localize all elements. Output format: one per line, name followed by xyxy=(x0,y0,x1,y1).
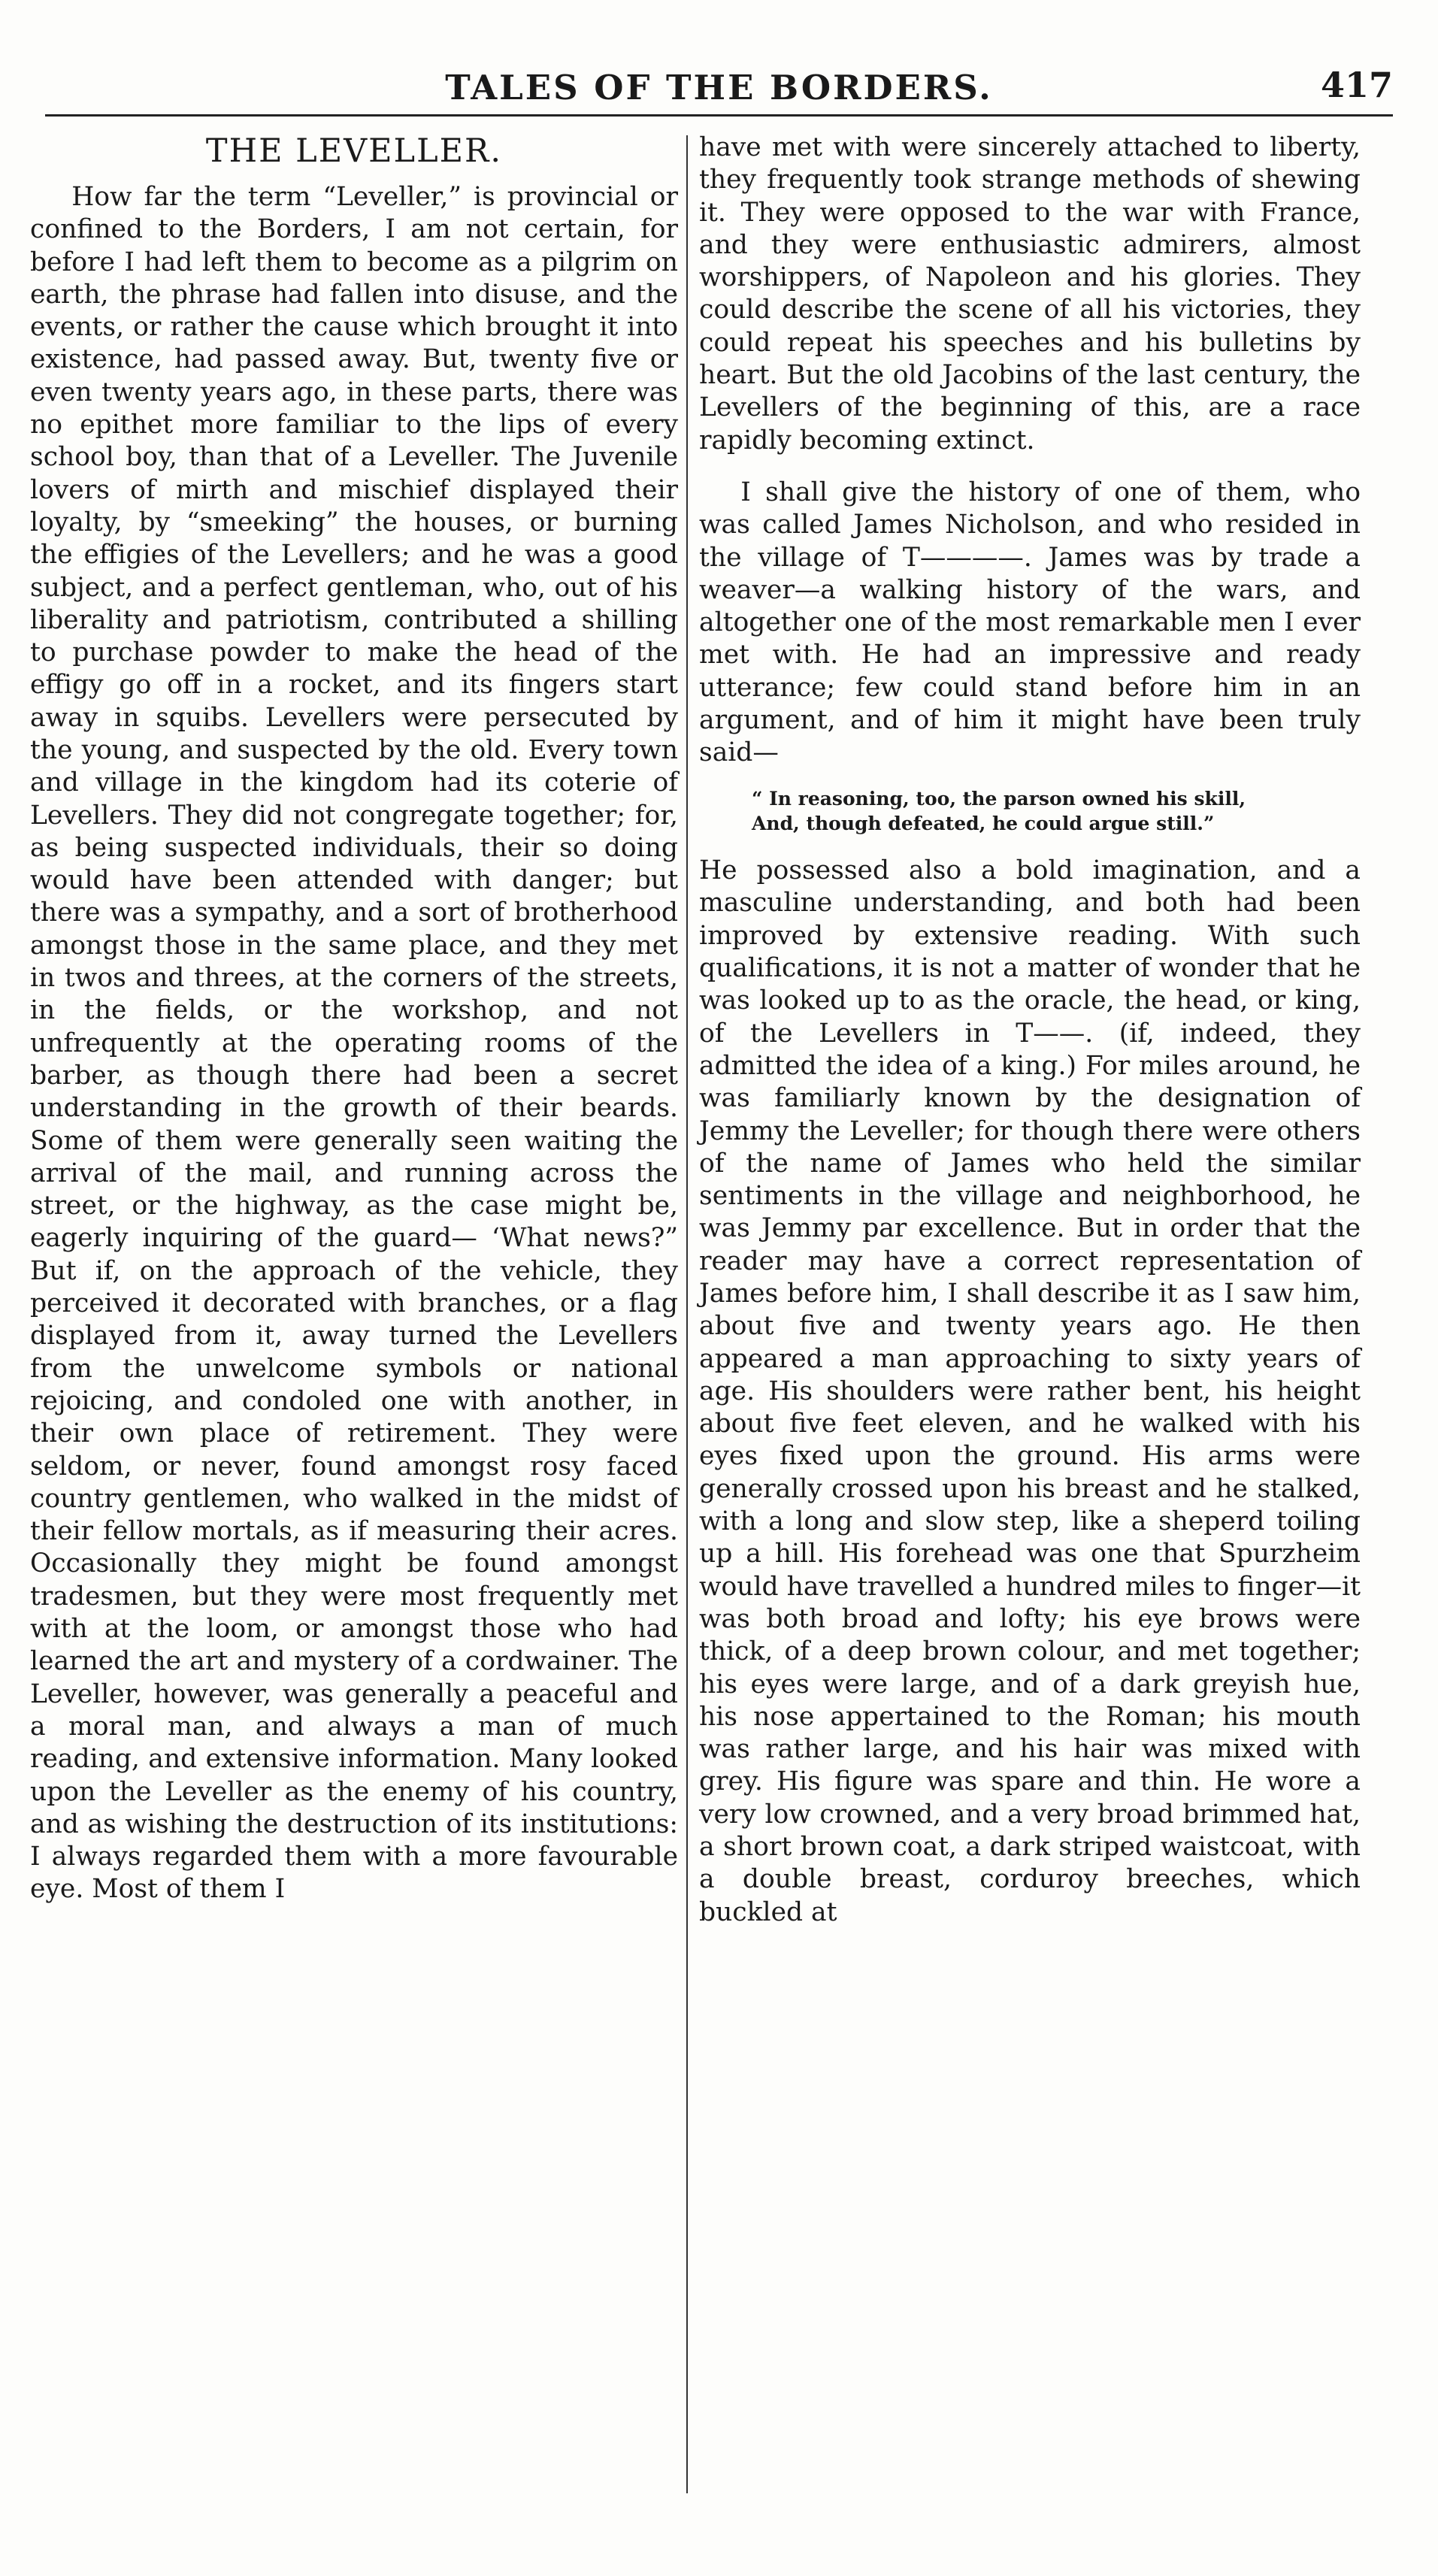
quote-line-2: And, though defeated, he could argue still.” xyxy=(752,813,1215,835)
right-column xyxy=(699,132,1361,2493)
verse-quotation xyxy=(752,786,1361,837)
left-column-paragraph: How far the term “Leveller,” is provincial or confined to the Borders, I am not certain, for before I had left them to become as a pilgrim on earth, the phrase had fallen into disuse, and the events, or rather the cause which brought it into existence, had passed away. But, twenty five or even twenty years ago, in these parts, there was no epithet more familiar to the lips of every school boy, than that of a Leveller. The Juvenile lovers of mirth and mischief displayed their loyalty, by “smeeking” the houses, or burning the effigies of the Levellers; and he was a good subject, and a perfect gentleman, who, out of his liberality and patriotism, contributed a shilling to purchase powder to make the head of the effigy go off in a rocket, and its fingers start away in squibs. Levellers were persecuted by the young, and suspected by the old. Every town and village in the kingdom had its coterie of Levellers. They did not congregate together; for, as being suspected individuals, their so doing would have been attended with danger; but there was a sympathy, and a sort of brotherhood amongst those in the same place, and they met in twos and threes, at the corners of the streets, in the fields, or the workshop, and not unfrequently at the operating rooms of the barber, as though there had been a secret understanding in the growth of their beards. Some of them were generally seen waiting the arrival of the mail, and running across the street, or the highway, as the case might be, eagerly inquiring of the guard— ‘What news?” But if, on the approach of the vehicle, they perceived it decorated with branches, or a flag displayed from it, away turned the Levellers from the unwelcome symbols or national rejoicing, and condoled one with another, in their own place of retirement. They were seldom, or never, found amongst rosy faced country gentlemen, who walked in the midst of their fellow mortals, as if measuring their acres. Occasionally they might be found amongst tradesmen, but they were most frequently met with at the loom, or amongst those who had learned the art and mystery of a cordwainer. The Leveller, however, was generally a peaceful and a moral man, and always a man of much reading, and extensive information. Many looked upon the Leveller as the enemy of his country, and as wishing the destruction of its institutions: I always regarded them with a more favourable eye. Most of them I xyxy=(30,181,678,1905)
right-column-paragraph-2: I shall give the history of one of them, who was called James Nicholson, and who resided in the village of T————. James was by trade a weaver—a walking history of the wars, and altogether one of the most remarkable men I ever met with. He had an impressive and ready utterance; few could stand before him in an argument, and of him it might have been truly said— xyxy=(699,477,1361,768)
column-divider xyxy=(686,135,688,2493)
quote-line-1: “ In reasoning, too, the parson owned his skill, xyxy=(752,787,1246,810)
running-title: TALES OF THE BORDERS. xyxy=(445,68,993,107)
right-column-paragraph-3: He possessed also a bold imagination, and a masculine understanding, and both had been improved by extensive reading. With such qualifications, it is not a matter of wonder that he was looked up to as the oracle, the head, or king, of the Levellers in T——. (if, indeed, they admitted the idea of a king.) For miles around, he was familiarly known by the designation of Jemmy the Leveller; for though there were others of the name of James who held the similar sentiments in the village and neighborhood, he was Jemmy par excellence. But in order that the reader may have a correct representation of James before him, I shall describe it as I saw him, about five and twenty years ago. He then appeared a man approaching to sixty years of age. His shoulders were rather bent, his height about five feet eleven, and he walked with his eyes fixed upon the ground. His arms were generally crossed upon his breast and he stalked, with a long and slow step, like a sheperd toiling up a hill. His forehead was one that Spurzheim would have travelled a hundred miles to finger—it was both broad and lofty; his eye brows were thick, of a deep brown colour, and met together; his eyes were large, and of a dark greyish hue, his nose appertained to the Roman; his mouth was rather large, and his hair was mixed with grey. His figure was spare and thin. He wore a very low crowned, and a very broad brimmed hat, a short brown coat, a dark striped waistcoat, with a double breast, corduroy breeches, which buckled at xyxy=(699,855,1361,1927)
page-header xyxy=(45,62,1393,117)
right-column-paragraph-1: have met with were sincerely attached to liberty, they frequently took strange methods of shewing it. They were opposed to the war with France, and they were enthusiastic admirers, almost worshippers, of Napoleon and his glories. They could describe the scene of all his victories, they could repeat his speeches and his bulletins by heart. But the old Jacobins of the last century, the Levellers of the beginning of this, are a race rapidly becoming extinct. xyxy=(699,132,1361,456)
article-title: THE LEVELLER. xyxy=(205,132,503,170)
page-number: 417 xyxy=(1320,65,1393,105)
left-column xyxy=(30,132,678,2493)
